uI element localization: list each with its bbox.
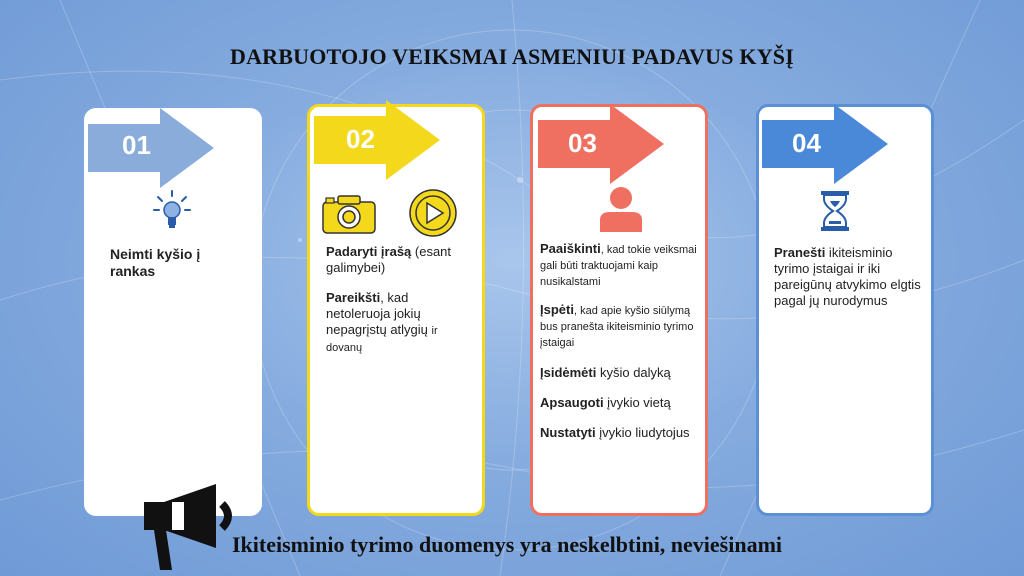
- step3-action-3: Įsidėmėti: [540, 365, 597, 380]
- step-arrow-4: [762, 104, 888, 184]
- footer-notice: Ikiteisminio tyrimo duomenys yra neskelbtini, neviešinami: [232, 532, 783, 557]
- step-number-4: 04: [792, 128, 821, 158]
- step-text-2: Padaryti įrašą (esant galimybei) Pareikšti, kad netoleruoja jokių nepagrįstų atlygių ir dovanų: [326, 244, 452, 354]
- step3-action-4: Apsaugoti: [540, 395, 604, 410]
- hourglass-icon: [820, 190, 850, 232]
- step-arrow-1: [88, 108, 214, 188]
- step-number-1: 01: [122, 130, 151, 160]
- page-title: DARBUOTOJO VEIKSMAI ASMENIUI PADAVUS KYŠĮ: [229, 44, 794, 69]
- step-number-3: 03: [568, 128, 597, 158]
- step-text-4: Pranešti ikiteisminio tyrimo įstaigai ir iki pareigūnų atvykimo elgtis pagal jų nurodymus: [774, 245, 921, 308]
- person-icon: [598, 186, 644, 232]
- step-text-1: Neimti kyšio į rankas: [110, 246, 201, 279]
- step2-action-2: Pareikšti: [326, 290, 381, 305]
- step-text-3: Paaiškinti, kad tokie veiksmai gali būti traktuojami kaip nusikalstami Įspėti, kad apie kyšio siūlymą bus pranešta ikiteisminio tyrimo įstaigai Įsidėmėti kyšio dalyką Apsaugoti įvykio vietą Nustatyti įvykio liudytojus: [540, 241, 697, 440]
- step4-action-1: Pranešti: [774, 245, 826, 260]
- step3-action-2: Įspėti: [540, 302, 574, 317]
- step-number-2: 02: [346, 124, 375, 154]
- camera-icon: [322, 194, 376, 234]
- step2-action-1: Padaryti įrašą: [326, 244, 412, 259]
- step3-action-1: Paaiškinti: [540, 241, 601, 256]
- lightbulb-icon: [153, 190, 191, 230]
- step3-action-5: Nustatyti: [540, 425, 596, 440]
- megaphone-icon: [142, 482, 238, 574]
- play-icon: [408, 188, 458, 238]
- step-arrow-2: [314, 100, 440, 180]
- step-arrow-3: [538, 104, 664, 184]
